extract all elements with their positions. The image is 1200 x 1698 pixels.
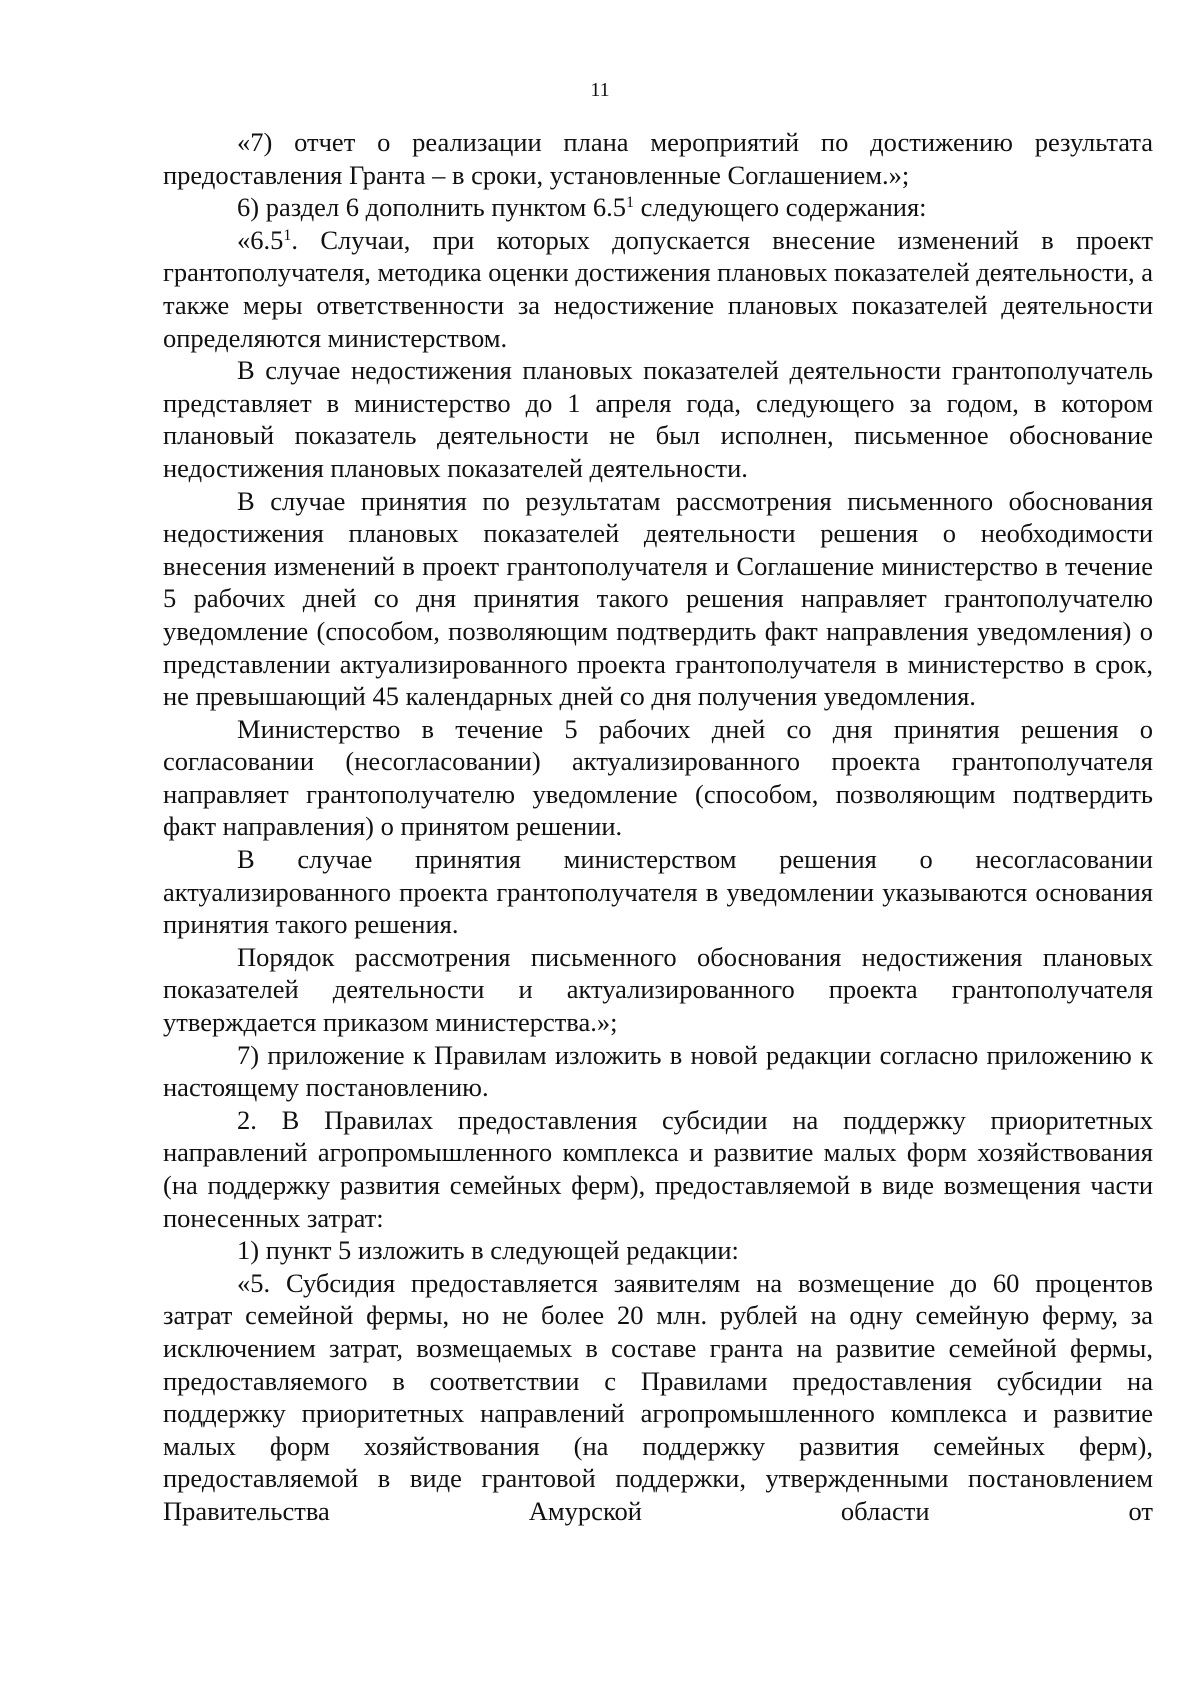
paragraph-section-2-rules: 2. В Правилах предоставления субсидии на поддержку приоритетных направлений агропромышленного комплекса и развитие малых форм хозяйствования (на поддержку развития семейных ферм), предоставляемой в виде возмещения части понесенных затрат: — [163, 1104, 1153, 1233]
page-number: 11 — [590, 79, 610, 101]
paragraph-item-6-section-amendment — [163, 191, 1153, 224]
paragraph-text-part: . Случаи, при которых допускается внесение изменений в проект грантополучателя, методика оценки достижения плановых показателей деятельности, а также меры ответственности за недостижение плановых показателей деятельности определяются министерством. — [163, 224, 1154, 353]
paragraph-non-achievement: В случае недостижения плановых показателей деятельности грантополучатель представляет в министерство до 1 апреля года, следующего за годом, в котором плановый показатель деятельности не был исполнен, письменное обоснование недостижения плановых показателей деятельности. — [163, 355, 1153, 483]
paragraph-text-part: «6.5 — [237, 224, 284, 255]
superscript: 1 — [283, 226, 292, 244]
paragraph-text-part: 6) раздел 6 дополнить пунктом 6.5 — [237, 192, 626, 223]
paragraph-item-1-point-5: 1) пункт 5 изложить в следующей редакции: — [237, 1235, 739, 1266]
paragraph-point-5-subsidy: «5. Субсидия предоставляется заявителям на возмещение до 60 процентов затрат семейной фермы, но не более 20 млн. рублей на одну семейную ферму, за исключением затрат, возмещаемых в составе гранта на развитие семейной фермы, предоставляемого в соответствии с Правилами предоставления субсидии на поддержку приоритетных направлений агропромышленного комплекса и развитие малых форм хозяйствования (на поддержку развития семейных ферм), предоставляемой в виде грантовой поддержки, утвержденными постановлением Правительства Амурской области от — [163, 1267, 1153, 1526]
paragraph-text-part: следующего содержания: — [634, 192, 927, 223]
paragraph-item-7-report: «7) отчет о реализации плана мероприятий по достижению результата предоставления Гранта – в сроки, установленные Соглашением.»; — [163, 127, 1153, 190]
paragraph-ministry-notification: Министерство в течение 5 рабочих дней со дня принятия решения о согласовании (несогласовании) актуализированного проекта грантополучателя направляет грантополучателю уведомление (способом, позволяющим подтвердить факт направления) о принятом решении. — [163, 713, 1153, 842]
paragraph-review-procedure: Порядок рассмотрения письменного обоснования недостижения плановых показателей деятельности и актуализированного проекта грантополучателя утверждается приказом министерства.»; — [163, 941, 1153, 1038]
paragraph-item-7-appendix: 7) приложение к Правилам изложить в новой редакции согласно приложению к настоящему постановлению. — [163, 1039, 1153, 1103]
paragraph-amendment-decision: В случае принятия по результатам рассмотрения письменного обоснования недостижения плановых показателей деятельности решения о необходимости внесения изменений в проект грантополучателя и Соглашение министерство в течение 5 рабочих дней со дня принятия такого решения направляет грантополучателю уведомление (способом, позволяющим подтвердить факт направления уведомления) о представлении актуализированного проекта грантополучателя в министерство в срок, не превышающий 45 календарных дней со дня получения уведомления. — [163, 485, 1153, 712]
superscript: 1 — [626, 194, 634, 212]
document-body — [163, 126, 1153, 1528]
paragraph-clause-6-5-1 — [163, 224, 1153, 354]
paragraph-rejection-grounds: В случае принятия министерством решения о несогласовании актуализированного проекта грантополучателя в уведомлении указываются основания принятия такого решения. — [163, 844, 1153, 940]
